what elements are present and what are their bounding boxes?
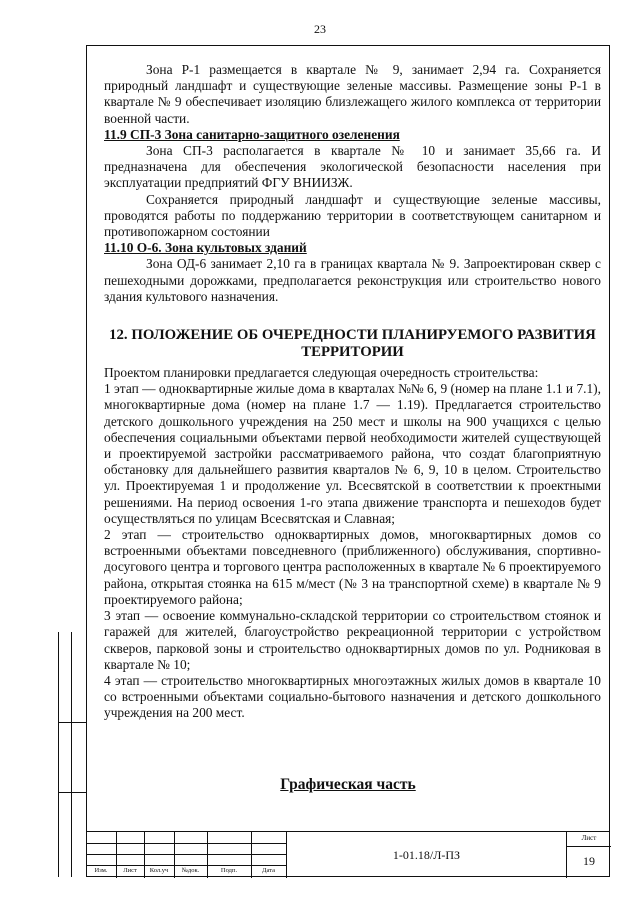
section-heading-12-line2: ТЕРРИТОРИИ xyxy=(301,344,404,361)
section-heading-12-line1: 12. ПОЛОЖЕНИЕ ОБ ОЧЕРЕДНОСТИ ПЛАНИРУЕМОГО РАЗВИТИЯ xyxy=(109,327,596,344)
graphic-part-heading: Графическая часть xyxy=(280,776,416,793)
title-block-revision-table xyxy=(86,832,286,878)
paragraph-stage-4: 4 этап — строительство многоквартирных многоэтажных жилых домов в квартале 10 со встроенными объектами социально-бытового назначения и детского дошкольного учреждения на 200 мест. xyxy=(104,672,601,721)
paragraph-stage-3: 3 этап — освоение коммунально-складской территории со строительством стоянок и гаражей для жителей, благоустройство рекреационной территории с устройством скверов, парковой зоны и строительство одноквартирных домов по ул. Родниковая в квартале № 10; xyxy=(104,608,601,672)
paragraph-zone-r1: Зона Р-1 размещается в квартале № 9, занимает 2,94 га. Сохраняется природный ландшафт и существующие зеленые массивы. Размещение зоны Р-1 в квартале № 9 обеспечивает изоляцию близлежащего жилого комплекса от территории военной части. xyxy=(104,62,601,126)
margin-stamp-rule xyxy=(59,722,87,723)
subsection-heading-11-10: 11.10 О-6. Зона культовых зданий xyxy=(104,240,307,256)
section-heading-12 xyxy=(104,327,601,361)
margin-stamp-divider xyxy=(71,632,72,877)
column-kolich: Кол.уч xyxy=(149,867,169,874)
sheet-divider xyxy=(567,846,611,847)
column-data: Дата xyxy=(262,867,275,874)
document-code xyxy=(286,832,566,878)
column-podp: Подп. xyxy=(220,867,238,874)
sheet-box xyxy=(566,832,610,878)
column-izm: Изм. xyxy=(94,867,108,874)
margin-stamp-rule xyxy=(59,792,87,793)
column-ndok: №док. xyxy=(181,867,200,874)
document-code-text: 1-01.18/Л-ПЗ xyxy=(392,847,461,862)
sheet-label: Лист xyxy=(581,834,597,842)
page-number: 23 xyxy=(314,22,326,36)
subsection-heading-11-9: 11.9 СП-3 Зона санитарно-защитного озеленения xyxy=(104,126,400,142)
paragraph-intro: Проектом планировки предлагается следующая очередность строительства: xyxy=(104,365,539,381)
paragraph-stage-1: 1 этап — одноквартирные жилые дома в кварталах №№ 6, 9 (номер на плане 1.1 и 7.1), многоквартирные дома (номер на плане 1.7 — 1.19). Предлагается строительство детского дошкольного учреждения на 250 мест и школы на 900 учащихся с целью обеспечения социальными объектами первой необходимости жителей существующей и проектируемой застройки рассматриваемого района, что создат благоприятную обстановку для дальнейшего развития кварталов № 6, 9, 10 в целом. Строительство ул. Проектируемая 1 и продолжение ул. Всесвятской в соответствии к проектными решениями. На период освоения 1-го этапа движение транспорта и пешеходов будет осуществляться по улицам Всесвятская и Славная; xyxy=(104,381,601,526)
margin-stamp xyxy=(58,632,86,877)
sheet-number: 19 xyxy=(583,854,595,868)
document-body xyxy=(104,62,601,722)
paragraph-landscape: Сохраняется природный ландшафт и существующие зеленые массивы, проводятся работы по поддержанию территории в соответствующем санитарном и противопожарном состоянии xyxy=(104,191,601,240)
column-list: Лист xyxy=(123,867,137,874)
title-block xyxy=(86,831,610,877)
paragraph-stage-2: 2 этап — строительство одноквартирных домов, многоквартирных домов со встроенными объектами повседневного (приближенного) обслуживания, спортивно-досугового центра и торгового центра расположенных в квартале № 6 проектируемого района, открытая стоянка на 615 м/мест (№ 3 на транспортной схеме) в квартале № 9 проектируемого района; xyxy=(104,527,601,607)
paragraph-zone-od6: Зона ОД-6 занимает 2,10 га в границах квартала № 9. Запроектирован сквер с пешеходными дорожками, предполагается реконструкция или строительство нового здания культового назначения. xyxy=(104,256,601,304)
paragraph-zone-sp3: Зона СП-3 располагается в квартале № 10 и занимает 35,66 га. И предназначена для обеспечения экологической безопасности населения при эксплуатации предприятий ФГУ ВНИИЗЖ. xyxy=(104,143,601,191)
